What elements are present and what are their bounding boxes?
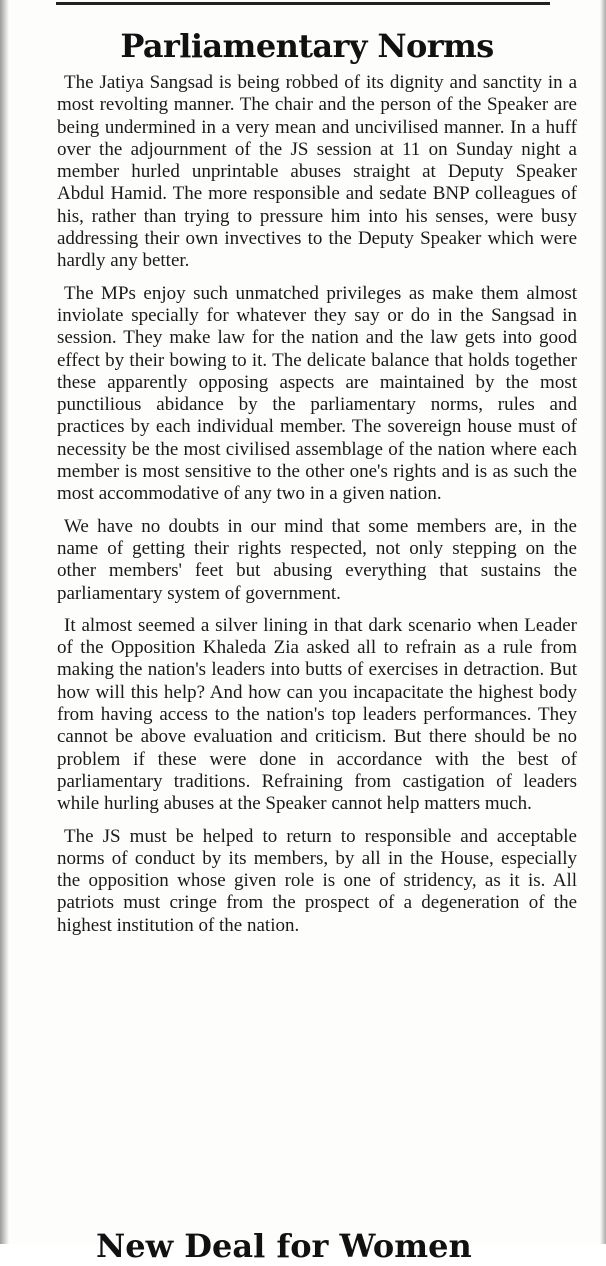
article-paragraph: It almost seemed a silver lining in that dark scenario when Leader of the Opposition Khaleda Zia asked all to refrain as a rule from making the nation's leaders into butts of exercises in detraction. But how will this help? And how can you incapacitate the highest body from having access to the nation's top leaders performances. They cannot be above evaluation and criticism. But there should be no problem if these were done in accordance with the best of parliamentary traditions. Refraining from castigation of leaders while hurling abuses at the Speaker cannot help matters much.	[57, 614, 577, 815]
top-rule-divider	[56, 2, 550, 5]
scan-left-edge	[0, 0, 9, 1244]
article-title: Parliamentary Norms	[120, 27, 494, 65]
article-paragraph: We have no doubts in our mind that some members are, in the name of getting their rights respected, not only stepping on the other members' feet but abusing everything that sustains the parliamentary system of government.	[57, 515, 577, 604]
article-body	[57, 72, 577, 947]
article-paragraph: The MPs enjoy such unmatched privileges as make them almost inviolate specially for whatever they say or do in the Sangsad in session. They make law for the nation and the law gets into good effect by their bowing to it. The delicate balance that holds together these apparently opposing aspects are maintained by the most punctilious abidance by the parliamentary norms, rules and practices by each individual member. The sovereign house must of necessity be the most civilised assemblage of the nation where each member is most sensitive to the other one's rights and is as such the most accommodative of any two in a given nation.	[57, 282, 577, 505]
article-paragraph: The Jatiya Sangsad is being robbed of its dignity and sanctity in a most revolting manner. The chair and the person of the Speaker are being undermined in a very mean and uncivilised manner. In a huff over the adjournment of the JS session at 11 on Sunday night a member hurled unprintable abuses straight at Deputy Speaker Abdul Hamid. The more responsible and sedate BNP colleagues of his, rather than trying to pressure him into his senses, were busy addressing their own invectives to the Deputy Speaker which were hardly any better.	[57, 72, 577, 272]
next-article-headline: New Deal for Women	[96, 1227, 472, 1265]
scan-right-edge	[600, 0, 606, 1244]
article-paragraph: The JS must be helped to return to responsible and acceptable norms of conduct by its members, by all in the House, especially the opposition whose given role is one of stridency, as it is. All patriots must cringe from the prospect of a degeneration of the highest institution of the nation.	[57, 825, 577, 936]
